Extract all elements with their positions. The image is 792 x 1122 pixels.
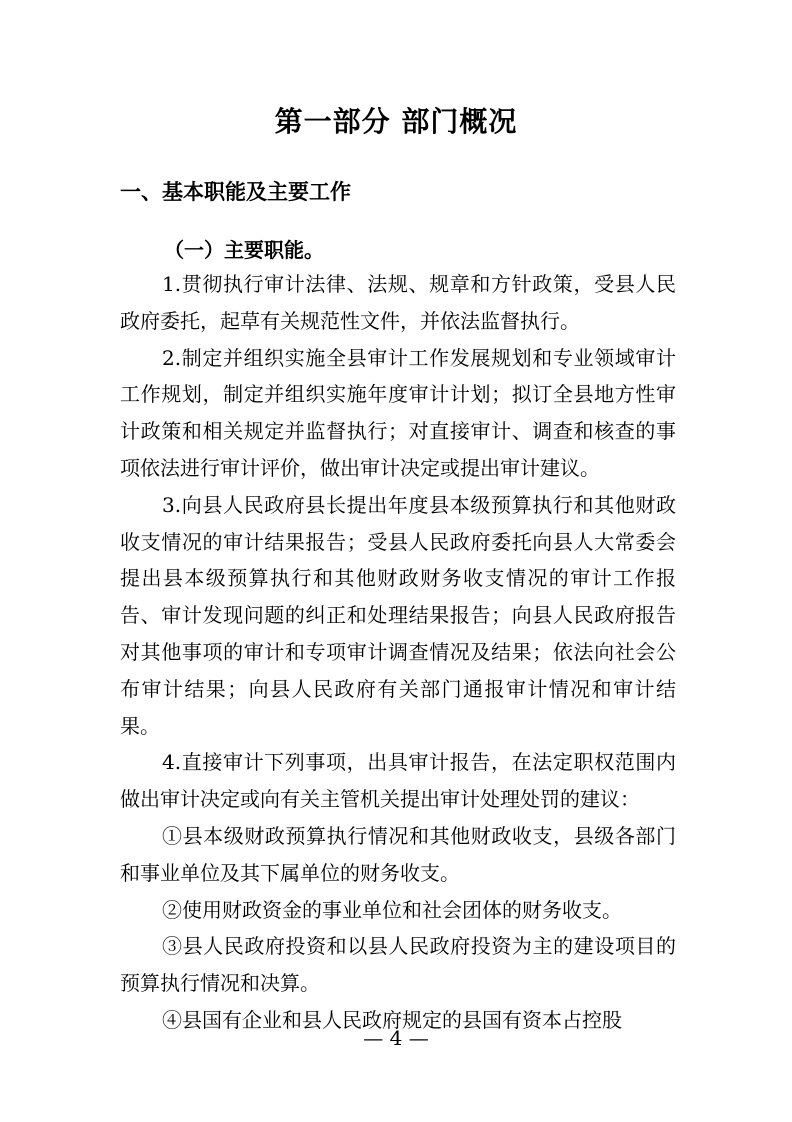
- list-item-2: ②使用财政资金的事业单位和社会团体的财务收支。: [162, 897, 622, 922]
- paragraph-4: 4.直接审计下列事项，出具审计报告，在法定职权范围内做出审计决定或向有关主管机关提出审计处理处罚的建议：: [120, 750, 676, 812]
- paragraph-3: 3.向县人民政府县长提出年度县本级预算执行和其他财政收支情况的审计结果报告；受县人民政府委托向县人大常委会提出县本级预算执行和其他财政财务收支情况的审计工作报告、审计发现问题的纠正和处理结果报告；向县人民政府报告对其他事项的审计和专项审计调查情况及结果；依法向社会公布审计结果；向县人民政府有关部门通报审计情况和审计结果。: [120, 492, 676, 738]
- section-heading: 一、基本职能及主要工作: [120, 180, 351, 204]
- list-item-3: ③县人民政府投资和以县人民政府投资为主的建设项目的预算执行情况和决算。: [120, 934, 676, 996]
- list-item-4: ④县国有企业和县人民政府规定的县国有资本占控股: [162, 1007, 622, 1032]
- paragraph-2: 2.制定并组织实施全县审计工作发展规划和专业领域审计工作规划，制定并组织实施年度审计计划；拟订全县地方性审计政策和相关规定并监督执行；对直接审计、调查和核查的事项依法进行审计评价，做出审计决定或提出审计建议。: [120, 345, 676, 480]
- page-number: — 4 —: [363, 1026, 429, 1050]
- subsection-heading: （一）主要职能。: [164, 238, 324, 262]
- body-text: [120, 266, 676, 1039]
- page-title: 第一部分 部门概况: [274, 105, 518, 138]
- list-item-1: ①县本级财政预算执行情况和其他财政收支，县级各部门和事业单位及其下属单位的财务收支。: [120, 823, 676, 885]
- paragraph-1: 1.贯彻执行审计法律、法规、规章和方针政策，受县人民政府委托，起草有关规范性文件，并依法监督执行。: [120, 272, 676, 333]
